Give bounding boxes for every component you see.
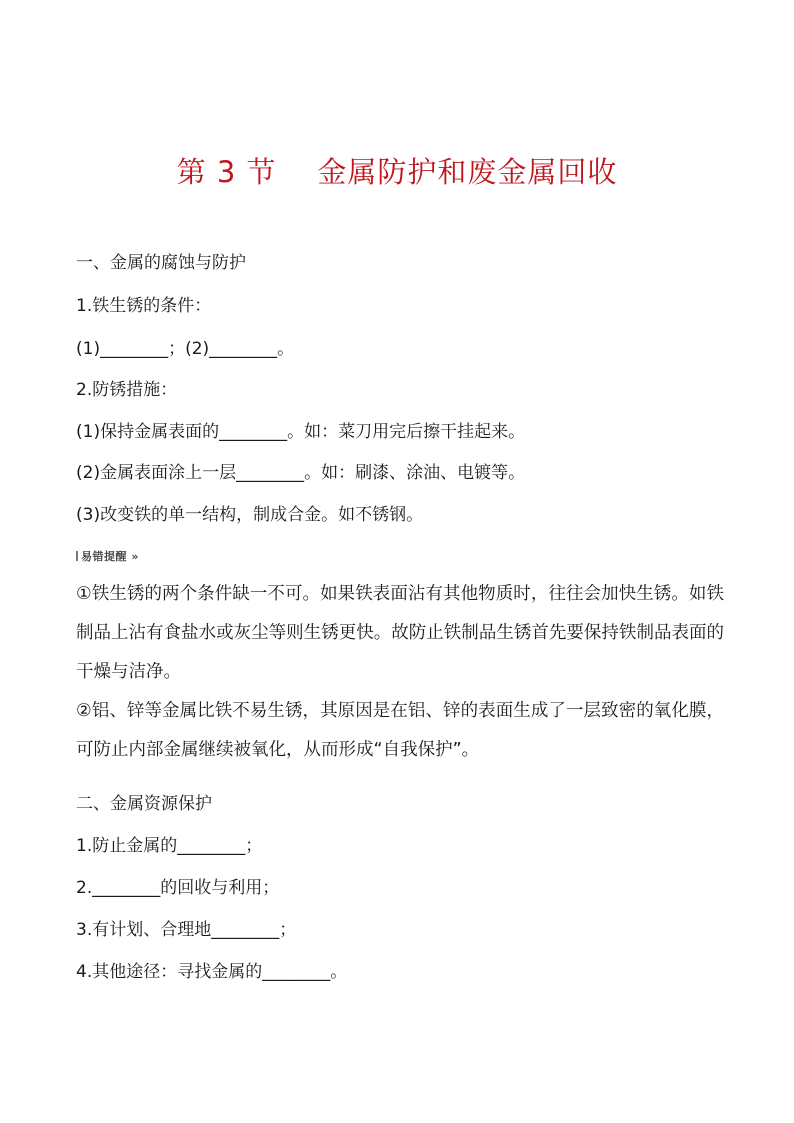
rust-conditions-heading: 1.铁生锈的条件：: [76, 296, 212, 316]
section2-heading: 二、金属资源保护: [76, 794, 212, 814]
resource-item-3: 3.有计划、合理地________；: [76, 920, 297, 940]
rust-prevention-item-1: (1)保持金属表面的________。如：菜刀用完后擦干挂起来。: [76, 422, 526, 442]
rust-prevention-item-3: (3)改变铁的单一结构，制成合金。如不锈钢。: [76, 505, 424, 525]
resource-item-1: 1.防止金属的________；: [76, 836, 263, 856]
rust-prevention-item-2: (2)金属表面涂上一层________。如：刷漆、涂油、电镀等。: [76, 463, 526, 483]
page-title: 第 3 节 金属防护和废金属回收: [176, 155, 618, 189]
section1-heading: 一、金属的腐蚀与防护: [76, 253, 246, 273]
rust-prevention-heading: 2.防锈措施：: [76, 380, 178, 400]
resource-item-2: 2.________的回收与利用；: [76, 878, 280, 898]
rust-conditions-blanks: (1)________；(2)________。: [76, 339, 295, 359]
tip-point-2: ②铝、锌等金属比铁不易生锈，其原因是在铝、锌的表面生成了一层致密的氧化膜，可防止内部金属继续被氧化，从而形成“自我保护”。: [76, 701, 724, 760]
resource-item-4: 4.其他途径：寻找金属的________。: [76, 962, 348, 982]
error-tip-label: 易错提醒 »: [76, 548, 139, 564]
tip-point-1: ①铁生锈的两个条件缺一不可。如果铁表面沾有其他物质时，往往会加快生锈。如铁制品上沾有食盐水或灰尘等则生锈更快。故防止铁制品生锈首先要保持铁制品表面的干燥与洁净。: [76, 584, 724, 682]
